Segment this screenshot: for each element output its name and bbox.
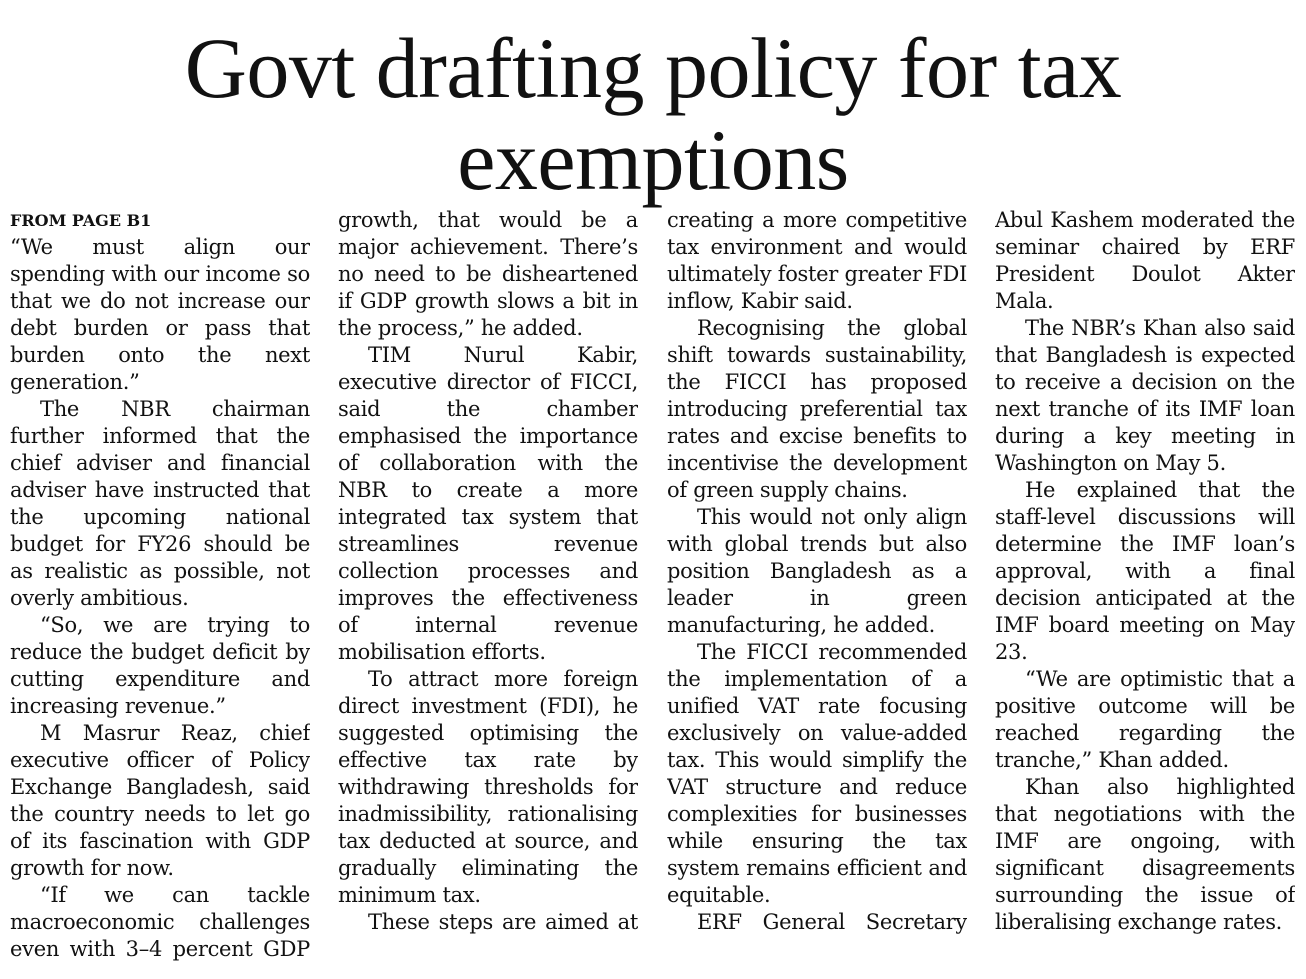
article-column-1 xyxy=(10,207,310,977)
paragraph: “We are optimistic that a positive outcome will be reached regarding the tranche,” Khan added. xyxy=(995,667,1295,772)
paragraph: “If we can tackle macroeconomic challenges even with 3–4 percent GDP xyxy=(10,883,310,961)
paragraph: The NBR’s Khan also said that Bangladesh is expected to receive a decision on the next tranche of its IMF loan during a key meeting in Washington on May 5. xyxy=(995,316,1295,475)
paragraph: “So, we are trying to reduce the budget deficit by cutting expenditure and increasing revenue.” xyxy=(10,613,310,718)
paragraph: He explained that the staff-level discussions will determine the IMF loan’s approval, with a final decision anticipated at the IMF board meeting on May 23. xyxy=(995,478,1295,664)
article-column-3 xyxy=(667,207,967,977)
paragraph: creating a more competitive tax environment and would ultimately foster greater FDI inflow, Kabir said. xyxy=(667,208,967,313)
paragraph: ERF General Secretary xyxy=(697,910,967,934)
paragraph: Khan also highlighted that negotiations with the IMF are ongoing, with significant disagreements surrounding the issue of liberalising exchange rates. xyxy=(995,775,1295,934)
paragraph: The NBR chairman further informed that the chief adviser and financial adviser have instructed that the upcoming national budget for FY26 should be as realistic as possible, not overly ambitious. xyxy=(10,397,310,610)
article-column-2 xyxy=(338,207,638,977)
paragraph: These steps are aimed at xyxy=(368,910,638,934)
paragraph: growth, that would be a major achievement. There’s no need to be disheartened if GDP growth slows a bit in the process,” he added. xyxy=(338,208,638,340)
paragraph: M Masrur Reaz, chief executive officer of Policy Exchange Bangladesh, said the country needs to let go of its fascination with GDP growth for now. xyxy=(10,721,310,880)
paragraph: This would not only align with global trends but also position Bangladesh as a leader in green manufacturing, he added. xyxy=(667,505,967,637)
paragraph: Recognising the global shift towards sustainability, the FICCI has proposed introducing preferential tax rates and excise benefits to incentivise the development of green supply chains. xyxy=(667,316,967,502)
paragraph: “We must align our spending with our income so that we do not increase our debt burden or pass that burden onto the next generation.” xyxy=(10,235,310,394)
article-column-4 xyxy=(995,207,1295,977)
paragraph: Abul Kashem moderated the seminar chaired by ERF President Doulot Akter Mala. xyxy=(995,208,1295,313)
kicker: FROM PAGE B1 xyxy=(10,211,152,230)
headline: Govt drafting policy for tax exemptions xyxy=(184,20,1122,208)
paragraph: TIM Nurul Kabir, executive director of FICCI, said the chamber emphasised the importance of collaboration with the NBR to create a more integrated tax system that streamlines revenue collection processes and improves the effectiveness of internal revenue mobilisation efforts. xyxy=(338,343,638,664)
paragraph: The FICCI recommended the implementation of a unified VAT rate focusing exclusively on value-added tax. This would simplify the VAT structure and reduce complexities for businesses while ensuring the tax system remains efficient and equitable. xyxy=(667,640,967,907)
paragraph: To attract more foreign direct investment (FDI), he suggested optimising the effective tax rate by withdrawing thresholds for inadmissibility, rationalising tax deducted at source, and gradually eliminating the minimum tax. xyxy=(338,667,638,907)
